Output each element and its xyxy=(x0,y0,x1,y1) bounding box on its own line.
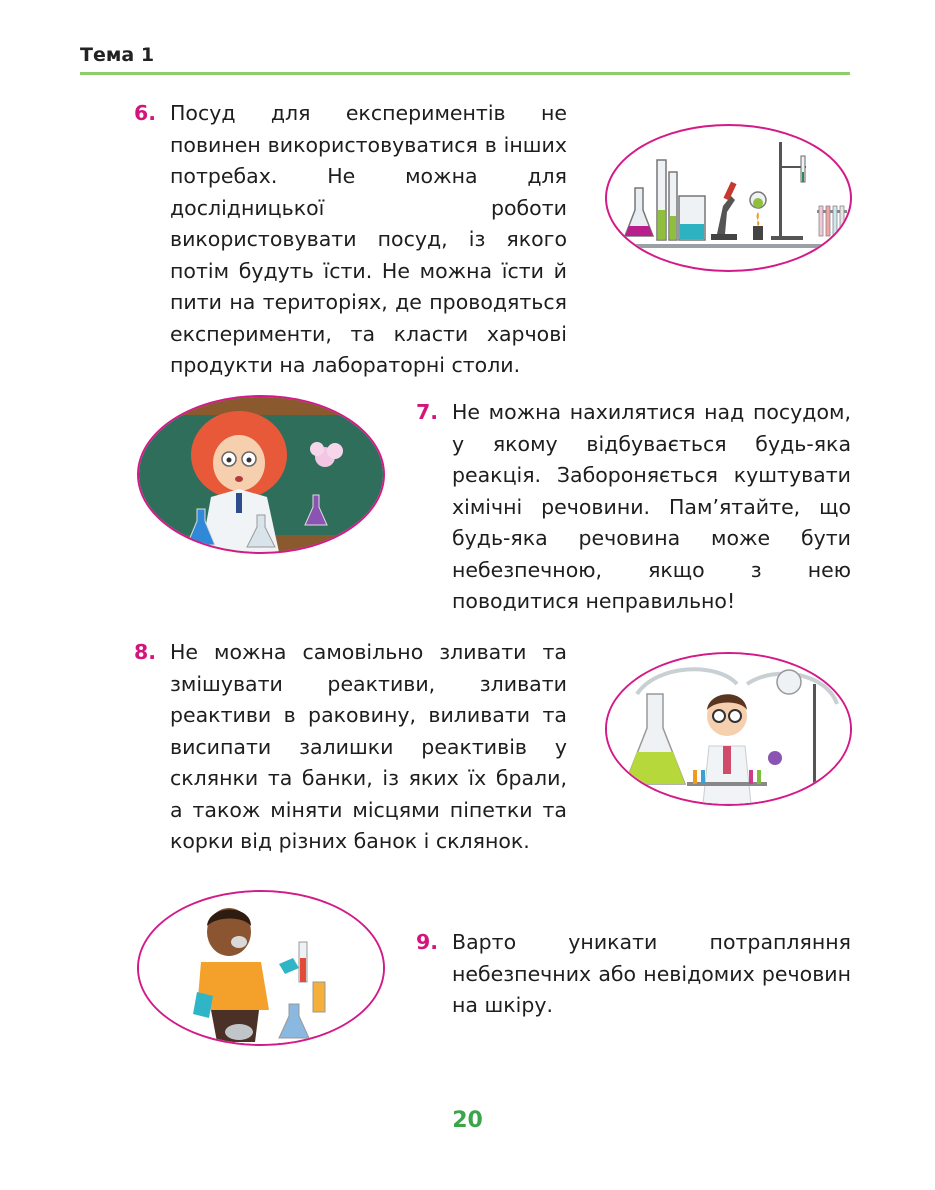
rule-item-7 xyxy=(416,397,851,618)
girl-scientist-icon xyxy=(139,397,383,552)
boy-scientist-icon xyxy=(607,654,850,804)
page-number: 20 xyxy=(452,1108,483,1133)
girl-scientist-illustration xyxy=(137,395,385,554)
item-text: Не можна самовільно зливати та змішувати реактиви, зливати реактиви в раковину, виливати та висипати залишки реактивів у склянки та банки, із яких їх брали, а також міняти місцями піпетки та корки від різних банок і склянок. xyxy=(170,640,567,853)
item-text: Варто уникати потрапляння небезпечних або невідомих речовин на шкіру. xyxy=(452,930,851,1017)
item-number: 7. xyxy=(416,400,439,424)
rule-item-9 xyxy=(416,927,851,1022)
lab-glassware-illustration xyxy=(605,124,852,272)
lab-glassware-icon xyxy=(607,126,850,270)
child-chemicals-illustration xyxy=(137,890,385,1046)
item-text: Не можна нахилятися над посудом, у якому відбувається будь-яка реакція. Забороняється куштувати хімічні речовини. Пам’ятайте, що будь-яка речовина може бути небезпечною, якщо з нею поводитися неправильно! xyxy=(452,400,851,613)
item-number: 8. xyxy=(134,640,157,664)
topic-title: Тема 1 xyxy=(80,44,155,66)
rule-item-8 xyxy=(134,637,567,858)
item-number: 9. xyxy=(416,930,439,954)
item-number: 6. xyxy=(134,101,157,125)
child-with-chemicals-icon xyxy=(139,892,383,1044)
header-rule xyxy=(80,72,850,75)
rule-item-6 xyxy=(134,98,567,382)
item-text: Посуд для експериментів не повинен використовуватися в інших потребах. Не можна для дослідницької роботи використовувати посуд, із якого потім будуть їсти. Не можна їсти й пити на територіях, де проводяться експерименти, та класти харчові продукти на лабораторні столи. xyxy=(170,101,567,377)
boy-scientist-illustration xyxy=(605,652,852,806)
